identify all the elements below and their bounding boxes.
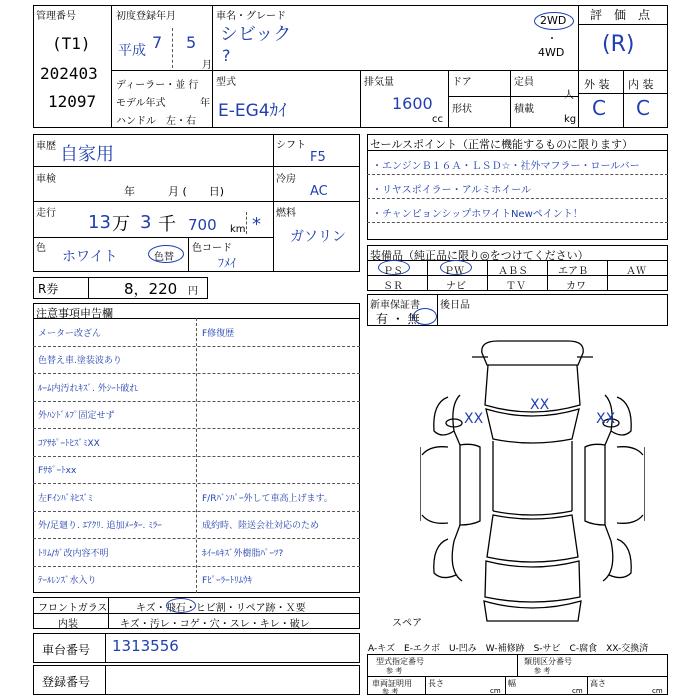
type-label: 型式 — [216, 77, 236, 88]
note-left-4: 外ﾊﾝﾄﾞﾙﾌﾟ固定せず — [38, 411, 115, 421]
handle-label: ハンドル 左・右 — [116, 116, 196, 127]
note-left-1: メーター改ざん — [38, 328, 102, 339]
divider — [587, 676, 588, 695]
mileage-mark: * — [252, 214, 261, 235]
divider — [33, 166, 273, 167]
first-reg-label: 初度登録年月 — [116, 11, 176, 22]
divider — [448, 70, 449, 128]
equip-aw: ＡＷ — [626, 266, 646, 277]
divider — [33, 511, 360, 512]
history-value: 自家用 — [60, 144, 114, 165]
glass-chip-circle — [166, 598, 196, 613]
divider — [112, 70, 212, 71]
sen-unit: 千 — [158, 214, 176, 235]
divider — [367, 174, 668, 175]
width-label: 幅 — [508, 679, 516, 688]
divider — [578, 24, 668, 25]
sales-point-1: ・エンジンＢ１６Ａ・ＬＳＤ☆・社外マフラー・ロールバー — [372, 161, 640, 172]
capacity-label: 定員 — [514, 77, 534, 88]
note-left-5: ｺｱｻﾎﾟｰﾄﾋｽﾞﾐXX — [38, 438, 100, 449]
note-right-8: 成約時、陸送会社対応のため — [202, 521, 320, 531]
equip-navi: ナビ — [446, 281, 466, 292]
spare-label: スペア — [392, 618, 422, 629]
note-left-9: ﾄﾘﾑ/ｶﾞ改内容不明 — [38, 548, 109, 559]
note-right-7: F/Rﾊﾞﾝﾊﾟｰ外して車高上げます。 — [202, 493, 333, 504]
divider — [188, 237, 189, 272]
divider — [33, 483, 360, 484]
recycle-value: 8，220 — [124, 280, 178, 298]
fuel-label: 燃料 — [276, 208, 296, 219]
interior-row-value: キズ・汚レ・コゲ・穴・スレ・キレ・破レ — [120, 619, 310, 630]
drive-2wd: 2WD — [540, 14, 567, 27]
form-note: 参 考 — [386, 667, 403, 675]
divider — [273, 134, 274, 272]
kanri-label: 管理番号 — [36, 11, 76, 22]
divider — [33, 346, 360, 347]
type-value: E-EG4ｶｲ — [218, 101, 287, 121]
divider — [623, 70, 624, 128]
load-label: 積載 — [514, 104, 534, 115]
divider — [578, 93, 668, 94]
car-name: シビック — [220, 24, 292, 45]
month-unit: 月 — [202, 60, 212, 71]
capacity-unit: 人 — [564, 90, 574, 101]
displacement-unit: cc — [432, 114, 443, 125]
kanri-code: (T1) — [52, 34, 91, 53]
equip-sr: ＳＲ — [383, 281, 403, 292]
glass-value: キズ・飛石・ヒビ割・リペア跡・Ｘ要 — [136, 603, 306, 614]
divider — [111, 5, 112, 128]
drive-dot: ・ — [547, 34, 557, 45]
kanri-number2: 12097 — [48, 92, 97, 111]
exterior-label: 外 装 — [584, 78, 610, 91]
divider — [108, 597, 109, 629]
divider — [246, 212, 247, 234]
shaken-label: 車検 — [36, 174, 56, 185]
exterior-value: C — [592, 96, 606, 120]
divider — [607, 260, 608, 291]
registration-label: 登録番号 — [42, 675, 91, 689]
divider — [33, 566, 360, 567]
divider — [273, 201, 360, 202]
divider — [487, 260, 488, 291]
divider — [33, 201, 273, 202]
glass-label: フロントガラス — [38, 603, 108, 614]
divider — [448, 96, 578, 97]
divider — [33, 373, 360, 374]
note-left-6: Fｻﾎﾟｰﾄxx — [38, 466, 77, 476]
note-left-8: 外/足廻り. ｴｱｸﾘ. 追加ﾒｰﾀｰ. ﾐﾗｰ — [38, 521, 162, 531]
shift-value: F5 — [310, 150, 326, 165]
class-note: 参 考 — [534, 667, 551, 675]
note-left-7: 左Fｲﾝﾊﾞﾈﾋｽﾞﾐ — [38, 493, 93, 504]
divider — [105, 633, 106, 663]
equip-pw: ＰＷ — [444, 266, 464, 277]
shift-label: シフト — [276, 140, 306, 151]
km-unit: km — [230, 224, 246, 235]
divider — [33, 428, 360, 429]
divider — [437, 294, 438, 326]
model-year-unit: 年 — [200, 98, 210, 109]
divider — [105, 665, 106, 695]
damage-mark-left: XX — [464, 411, 484, 427]
load-unit: kg — [564, 114, 577, 125]
divider — [88, 277, 89, 299]
sales-point-3: ・チャンピョンシップホワイトNewペイント！ — [372, 209, 583, 220]
mileage-label: 走行 — [36, 208, 56, 219]
car-name-label: 車名・グレード — [216, 11, 286, 22]
color-value: ホワイト — [62, 249, 118, 265]
color-change: 色替 — [154, 252, 174, 263]
interior-row-label: 内装 — [58, 619, 78, 630]
form-spec-label: 型式指定番号 — [376, 657, 424, 666]
divider — [367, 198, 668, 199]
warranty-none-circle — [413, 308, 437, 325]
sales-points-title: セールスポイント（正常に機能するものに限ります） — [370, 138, 634, 151]
length-label: 長さ — [428, 679, 444, 688]
chassis-label: 車台番号 — [42, 643, 91, 657]
car-diagram — [420, 335, 645, 630]
divider — [517, 654, 518, 676]
rating-label: 評 価 点 — [590, 8, 651, 22]
note-right-1: F修復歴 — [202, 328, 235, 339]
mileage-man: 13 — [88, 212, 111, 233]
grade: ? — [222, 46, 231, 65]
class-label: 類別区分番号 — [524, 657, 572, 666]
damage-mark-hood: XX — [530, 397, 550, 413]
recycle-label: R券 — [38, 282, 59, 296]
note-left-2: 色替え車.塗装波あり — [38, 356, 122, 366]
man-unit: 万 — [112, 214, 130, 235]
ac-label: 冷房 — [276, 174, 296, 185]
divider — [33, 237, 273, 238]
divider — [578, 70, 668, 71]
width-unit: cm — [572, 687, 583, 695]
chassis-value: 1313556 — [112, 637, 179, 655]
divider — [273, 166, 360, 167]
divider — [425, 676, 426, 695]
warranty-value: 有 ・ 無 — [376, 312, 420, 326]
mileage-sen: 3 — [140, 212, 152, 233]
kanri-number1: 202403 — [40, 64, 98, 83]
divider — [367, 222, 668, 223]
door-label: ドア — [452, 77, 472, 88]
length-unit: cm — [490, 687, 501, 695]
equip-leather: カワ — [566, 281, 586, 292]
warranty-label: 新車保証書 — [370, 300, 420, 311]
model-year-label: モデル年式 — [116, 98, 166, 109]
divider — [367, 676, 668, 677]
sales-point-2: ・リヤスポイラー・アルミホイール — [372, 185, 531, 196]
divider — [360, 70, 361, 128]
rating-value: (R) — [602, 32, 635, 57]
displacement-label: 排気量 — [364, 77, 394, 88]
reg-month: 5 — [186, 33, 197, 52]
height-unit: cm — [652, 687, 663, 695]
notes-title: 注意事項申告欄 — [36, 307, 113, 320]
shape-label: 形状 — [452, 104, 472, 115]
divider — [33, 538, 360, 539]
note-left-3: ﾙｰﾑ内汚れｷｽﾞ. 外ｼｰﾄ破れ — [38, 383, 139, 394]
fuel-value: ガソリン — [290, 229, 346, 245]
cert-note: 参 考 — [382, 688, 399, 696]
recycle-unit: 円 — [188, 286, 198, 297]
divider — [212, 70, 578, 71]
history-label: 車歴 — [36, 141, 56, 152]
note-left-10: ﾃｰﾙﾚﾝｽﾞ水入り — [38, 576, 97, 586]
color-label: 色 — [36, 243, 46, 254]
height-label: 高さ — [590, 679, 606, 688]
divider — [505, 676, 506, 695]
recycle-section — [33, 277, 208, 299]
shaken-format: 年 月 ( 日) — [124, 185, 225, 198]
cert-label: 車両証明用 — [372, 679, 412, 688]
interior-value: C — [636, 96, 650, 120]
mileage-rest: 700 — [188, 216, 217, 234]
equipment-title: 装備品（純正品に限り◎をつけてください） — [370, 249, 589, 262]
divider — [33, 456, 360, 457]
damage-mark-right: XX — [596, 411, 616, 427]
color-code-value: ﾌﾒｲ — [218, 256, 237, 270]
equip-airbag: エアＢ — [558, 266, 588, 277]
divider — [427, 260, 428, 291]
interior-label: 内 装 — [628, 78, 654, 91]
drive-4wd: 4WD — [538, 46, 565, 59]
divider — [172, 28, 173, 68]
divider — [212, 5, 213, 128]
dealer-label: ディーラー・並 行 — [116, 80, 199, 91]
later-label: 後日品 — [440, 300, 470, 311]
color-code-label: 色コード — [192, 243, 232, 254]
equip-tv: ＴＶ — [506, 281, 526, 292]
equip-abs: ＡＢＳ — [498, 266, 528, 277]
note-right-10: Fﾋﾟｰﾗｰﾄﾘﾑｳｷ — [202, 576, 253, 586]
damage-legend: A-キズ E-エクボ U-凹み W-補修跡 S-サビ C-腐食 XX-交換済 — [368, 644, 649, 654]
equip-ps: ＰＳ — [383, 266, 403, 277]
divider — [33, 401, 360, 402]
displacement-value: 1600 — [392, 94, 433, 113]
note-right-9: ﾎｲｰﾙｷｽﾞ外樹脂ﾊﾟｰﾂ? — [202, 548, 284, 559]
divider — [547, 260, 548, 291]
era: 平成 — [118, 43, 146, 59]
divider — [510, 70, 511, 128]
reg-year: 7 — [152, 33, 163, 52]
ac-value: AC — [310, 184, 328, 199]
